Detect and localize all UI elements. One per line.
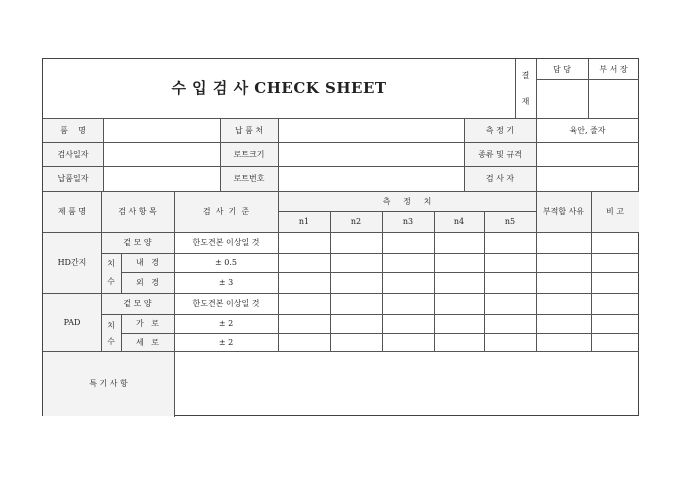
table-header-n3: n3 [402, 217, 414, 226]
remark-cell[interactable] [592, 294, 639, 314]
measurement-cell-n3[interactable] [383, 334, 434, 351]
info-label: 납품일자 [57, 174, 89, 183]
approval-signature-field[interactable] [537, 80, 588, 118]
measurement-cell-n1[interactable] [279, 334, 330, 351]
remarks-field[interactable] [175, 352, 639, 416]
table-header-remark: 비 고 [606, 207, 624, 216]
measurement-cell-n2[interactable] [331, 273, 382, 293]
dimension-item-label: 가 로 [135, 319, 160, 328]
dimension-criteria: ± 0.5 [215, 258, 237, 267]
table-header-n5: n5 [504, 217, 516, 226]
measurement-cell-n3[interactable] [383, 273, 434, 293]
info-label: 검 사 자 [485, 174, 515, 183]
measurement-cell-n1[interactable] [279, 273, 330, 293]
table-header-n2: n2 [350, 217, 362, 226]
reject-reason-cell[interactable] [537, 273, 591, 293]
delivery-date-field[interactable] [104, 167, 220, 191]
instrument-value: 육안, 줄자 [569, 125, 606, 135]
appearance-label: 겉 모 양 [123, 299, 152, 308]
measurement-cell-n1[interactable] [279, 233, 330, 253]
measurement-cell-n4[interactable] [435, 273, 484, 293]
measurement-cell-n5[interactable] [485, 273, 536, 293]
measurement-cell-n4[interactable] [435, 294, 484, 314]
group-product-name: PAD [63, 317, 81, 327]
remarks-label: 특 기 사 항 [89, 379, 128, 388]
info-label: 종류 및 규격 [478, 149, 522, 159]
measurement-cell-n2[interactable] [331, 233, 382, 253]
measurement-cell-n1[interactable] [279, 315, 330, 333]
table-header-measure: 측 정 치 [382, 196, 432, 206]
dimension-label: 수 [107, 276, 115, 286]
reject-reason-cell[interactable] [537, 233, 591, 253]
remark-cell[interactable] [592, 233, 639, 253]
check-sheet [42, 58, 639, 416]
measurement-cell-n3[interactable] [383, 294, 434, 314]
measurement-cell-n4[interactable] [435, 315, 484, 333]
reject-reason-cell[interactable] [537, 334, 591, 351]
approval-side-label: 재 [521, 96, 530, 106]
reject-reason-cell[interactable] [537, 254, 591, 272]
remark-cell[interactable] [592, 273, 639, 293]
measurement-cell-n2[interactable] [331, 254, 382, 272]
measurement-cell-n4[interactable] [435, 334, 484, 351]
approval-side-label: 결 [521, 70, 530, 80]
appearance-label: 겉 모 양 [123, 238, 152, 247]
type-spec-field[interactable] [537, 143, 639, 166]
remark-cell[interactable] [592, 334, 639, 351]
approval-col-header: 담 당 [553, 64, 571, 74]
measurement-cell-n3[interactable] [383, 315, 434, 333]
reject-reason-cell[interactable] [537, 315, 591, 333]
dimension-item-label: 세 로 [135, 337, 160, 347]
info-label: 납 품 처 [234, 125, 264, 135]
measurement-cell-n5[interactable] [485, 254, 536, 272]
inspect-date-field[interactable] [104, 143, 220, 166]
info-label: 검사일자 [57, 149, 89, 159]
dimension-criteria: ± 2 [218, 337, 234, 347]
table-header-criteria: 검 사 기 준 [202, 207, 250, 216]
table-header-items: 검 사 항 목 [118, 207, 157, 216]
dimension-label: 치 [107, 320, 115, 330]
product-name-field[interactable] [104, 119, 220, 142]
reject-reason-cell[interactable] [537, 294, 591, 314]
inspector-field[interactable] [537, 167, 639, 191]
approval-col-header: 부 서 장 [599, 64, 628, 74]
remark-cell[interactable] [592, 315, 639, 333]
measurement-cell-n3[interactable] [383, 233, 434, 253]
dimension-label: 치 [107, 258, 115, 268]
measurement-cell-n5[interactable] [485, 233, 536, 253]
measurement-cell-n4[interactable] [435, 233, 484, 253]
info-label: 로트크기 [233, 149, 265, 159]
lot-number-field[interactable] [279, 167, 464, 191]
dimension-label: 수 [107, 336, 115, 346]
remark-cell[interactable] [592, 254, 639, 272]
info-label: 로트번호 [233, 174, 265, 183]
measurement-cell-n1[interactable] [279, 294, 330, 314]
table-header-n4: n4 [453, 217, 465, 226]
measurement-cell-n1[interactable] [279, 254, 330, 272]
table-header-n1: n1 [298, 217, 310, 226]
appearance-criteria: 한도견본 이상일 것 [192, 238, 260, 247]
measurement-cell-n2[interactable] [331, 294, 382, 314]
appearance-criteria: 한도견본 이상일 것 [192, 299, 260, 308]
supplier-field[interactable] [279, 119, 464, 142]
table-header-reject: 부적합 사유 [542, 207, 585, 216]
info-label: 측 정 기 [485, 125, 515, 135]
measurement-cell-n2[interactable] [331, 334, 382, 351]
measurement-cell-n3[interactable] [383, 254, 434, 272]
dimension-item-label: 외 경 [135, 278, 160, 287]
approval-signature-field[interactable] [589, 80, 639, 118]
measurement-cell-n5[interactable] [485, 294, 536, 314]
page-title: 수 입 검 사 CHECK SHEET [171, 79, 387, 97]
dimension-criteria: ± 3 [218, 278, 234, 287]
dimension-criteria: ± 2 [218, 319, 234, 328]
group-product-name: HD간지 [57, 258, 87, 267]
measurement-cell-n5[interactable] [485, 334, 536, 351]
measurement-cell-n4[interactable] [435, 254, 484, 272]
measurement-cell-n5[interactable] [485, 315, 536, 333]
info-label: 품 명 [60, 125, 86, 135]
table-header-product: 제 품 명 [57, 207, 87, 216]
dimension-item-label: 내 경 [135, 258, 160, 267]
lot-size-field[interactable] [279, 143, 464, 166]
measurement-cell-n2[interactable] [331, 315, 382, 333]
